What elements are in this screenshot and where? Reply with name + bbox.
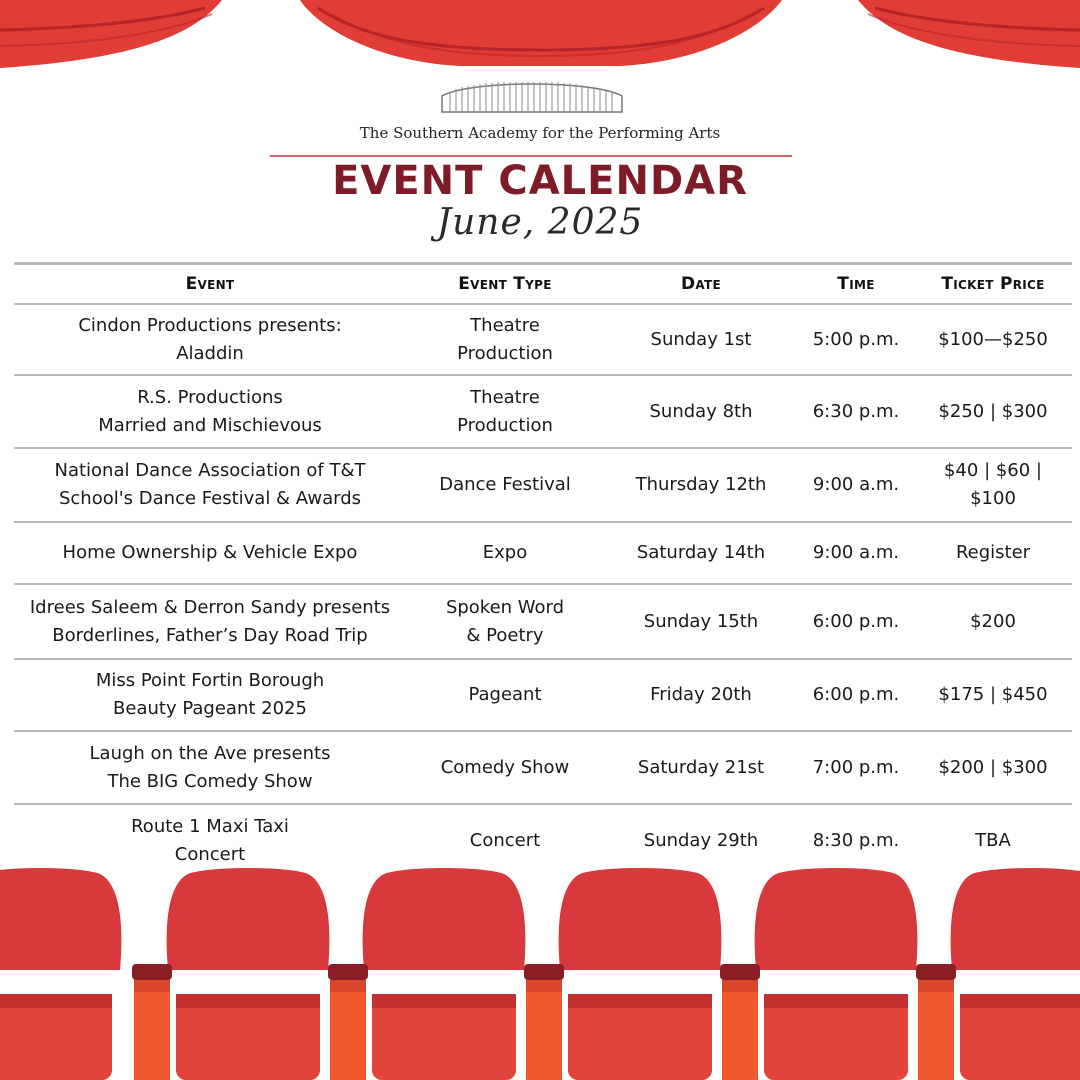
event-type-cell bbox=[406, 384, 604, 440]
ticket-price-line: $40 | $60 | bbox=[943, 460, 1042, 481]
event-type-cell bbox=[406, 539, 604, 567]
ticket-price-cell bbox=[914, 326, 1072, 354]
event-date-cell: Sunday 29th bbox=[643, 830, 759, 851]
table-row bbox=[14, 732, 1072, 805]
event-name-cell bbox=[14, 667, 406, 723]
theatre-seat-icon bbox=[167, 868, 330, 1080]
event-name-cell bbox=[14, 740, 406, 796]
event-name-line: National Dance Association of T&T bbox=[54, 460, 366, 481]
event-date-cell: Sunday 8th bbox=[649, 400, 753, 422]
theatre-seat-icon bbox=[755, 868, 918, 1080]
event-name-line: Aladdin bbox=[176, 342, 244, 364]
theatre-seat-icon bbox=[951, 868, 1080, 1080]
event-name-line: Idrees Saleem & Derron Sandy presents bbox=[29, 596, 391, 618]
table-row bbox=[14, 449, 1072, 523]
table-row bbox=[14, 523, 1072, 585]
event-type-line: Spoken Word bbox=[445, 596, 565, 618]
event-name-line: Laugh on the Ave presents bbox=[89, 742, 331, 764]
event-time-cell: 6:00 p.m. bbox=[812, 684, 900, 705]
event-type-cell bbox=[406, 827, 604, 855]
event-name-cell bbox=[14, 813, 406, 869]
event-type-line: Production bbox=[457, 414, 553, 436]
event-name-line: Beauty Pageant 2025 bbox=[113, 698, 307, 719]
event-name-line: Home Ownership & Vehicle Expo bbox=[62, 542, 358, 563]
academy-name: The Southern Academy for the Performing Arts bbox=[359, 124, 721, 142]
event-time-cell: 8:30 p.m. bbox=[812, 830, 900, 851]
ticket-price-line: $175 | $450 bbox=[938, 684, 1048, 705]
event-type-line: Expo bbox=[482, 542, 528, 563]
event-time-cell: 5:00 p.m. bbox=[812, 328, 900, 350]
event-name-cell bbox=[14, 384, 406, 440]
curtain-left bbox=[0, 0, 222, 68]
event-time-cell: 9:00 a.m. bbox=[812, 542, 900, 563]
event-name-line: R.S. Productions bbox=[137, 386, 283, 408]
ticket-price-cell bbox=[914, 539, 1072, 567]
theatre-seat-icon bbox=[363, 868, 526, 1080]
event-type-line: Concert bbox=[469, 830, 541, 851]
event-date-cell: Saturday 14th bbox=[636, 542, 766, 563]
column-header-time: Time bbox=[837, 274, 875, 294]
title-divider bbox=[270, 155, 792, 157]
event-name-line: Cindon Productions presents: bbox=[78, 314, 342, 336]
ticket-price-line: $100 bbox=[970, 488, 1016, 509]
page-subtitle: June, 2025 bbox=[436, 202, 644, 243]
ticket-price-cell bbox=[914, 754, 1072, 782]
page-title: EVENT CALENDAR bbox=[332, 158, 748, 204]
column-header-ticket-price: Ticket Price bbox=[941, 274, 1045, 294]
event-type-cell bbox=[406, 681, 604, 709]
event-name-line: Miss Point Fortin Borough bbox=[95, 670, 325, 691]
event-date-cell: Sunday 1st bbox=[650, 328, 752, 350]
event-type-line: Theatre bbox=[470, 314, 540, 336]
event-name-line: Borderlines, Father’s Day Road Trip bbox=[52, 624, 368, 646]
event-name-cell bbox=[14, 539, 406, 567]
seat-armrest bbox=[328, 964, 368, 1080]
event-time-cell: 6:30 p.m. bbox=[812, 400, 900, 422]
event-type-line: Dance Festival bbox=[439, 474, 571, 495]
ticket-price-line: $200 | $300 bbox=[938, 756, 1048, 778]
seat-armrest bbox=[524, 964, 564, 1080]
ticket-price-line: Register bbox=[955, 542, 1031, 563]
column-header-date: Date bbox=[680, 274, 722, 294]
ticket-price-cell bbox=[914, 608, 1072, 636]
ticket-price-line: TBA bbox=[975, 830, 1011, 851]
theatre-seats bbox=[0, 864, 1080, 1080]
ticket-price-line: $200 bbox=[970, 610, 1016, 632]
event-type-line: Comedy Show bbox=[440, 756, 570, 778]
ticket-price-cell bbox=[914, 398, 1072, 426]
ticket-price-cell bbox=[914, 457, 1072, 513]
ticket-price-line: $250 | $300 bbox=[938, 400, 1048, 422]
event-name-cell bbox=[14, 594, 406, 650]
table-header-row bbox=[14, 262, 1072, 305]
table-row bbox=[14, 376, 1072, 449]
event-date-cell: Sunday 15th bbox=[643, 610, 759, 632]
ticket-price-line: $100—$250 bbox=[938, 328, 1048, 350]
event-table bbox=[14, 262, 1072, 877]
event-date-cell: Saturday 21st bbox=[637, 756, 765, 778]
theatre-seat-icon bbox=[559, 868, 722, 1080]
table-row bbox=[14, 660, 1072, 732]
event-type-line: Production bbox=[457, 342, 553, 364]
event-date-cell: Friday 20th bbox=[650, 684, 752, 705]
event-time-cell: 9:00 a.m. bbox=[812, 474, 900, 495]
event-type-cell bbox=[406, 312, 604, 368]
seat-armrest bbox=[916, 964, 956, 1080]
table-row bbox=[14, 305, 1072, 376]
theatre-seat-icon bbox=[0, 868, 121, 1080]
event-name-line: Route 1 Maxi Taxi bbox=[131, 816, 289, 837]
event-type-line: Pageant bbox=[468, 684, 542, 705]
event-name-line: School's Dance Festival & Awards bbox=[58, 488, 362, 509]
event-name-line: The BIG Comedy Show bbox=[107, 770, 313, 792]
event-name-cell bbox=[14, 457, 406, 513]
ticket-price-cell bbox=[914, 681, 1072, 709]
event-type-cell bbox=[406, 754, 604, 782]
column-header-event: Event bbox=[185, 274, 235, 294]
column-header-event-type: Event Type bbox=[458, 274, 552, 294]
event-time-cell: 6:00 p.m. bbox=[812, 610, 900, 632]
event-time-cell: 7:00 p.m. bbox=[812, 756, 900, 778]
event-type-cell bbox=[406, 471, 604, 499]
event-name-line: Married and Mischievous bbox=[98, 414, 322, 436]
event-type-cell bbox=[406, 594, 604, 650]
ticket-price-cell bbox=[914, 827, 1072, 855]
seat-armrest bbox=[132, 964, 172, 1080]
event-date-cell: Thursday 12th bbox=[635, 474, 767, 495]
curtain-right bbox=[858, 0, 1080, 68]
event-type-line: & Poetry bbox=[466, 624, 544, 646]
event-name-line: Concert bbox=[174, 844, 246, 865]
stage-building-logo-icon bbox=[440, 74, 624, 114]
top-curtains bbox=[0, 0, 1080, 72]
seat-armrest bbox=[720, 964, 760, 1080]
table-row bbox=[14, 585, 1072, 660]
event-type-line: Theatre bbox=[470, 386, 540, 408]
event-name-cell bbox=[14, 312, 406, 368]
